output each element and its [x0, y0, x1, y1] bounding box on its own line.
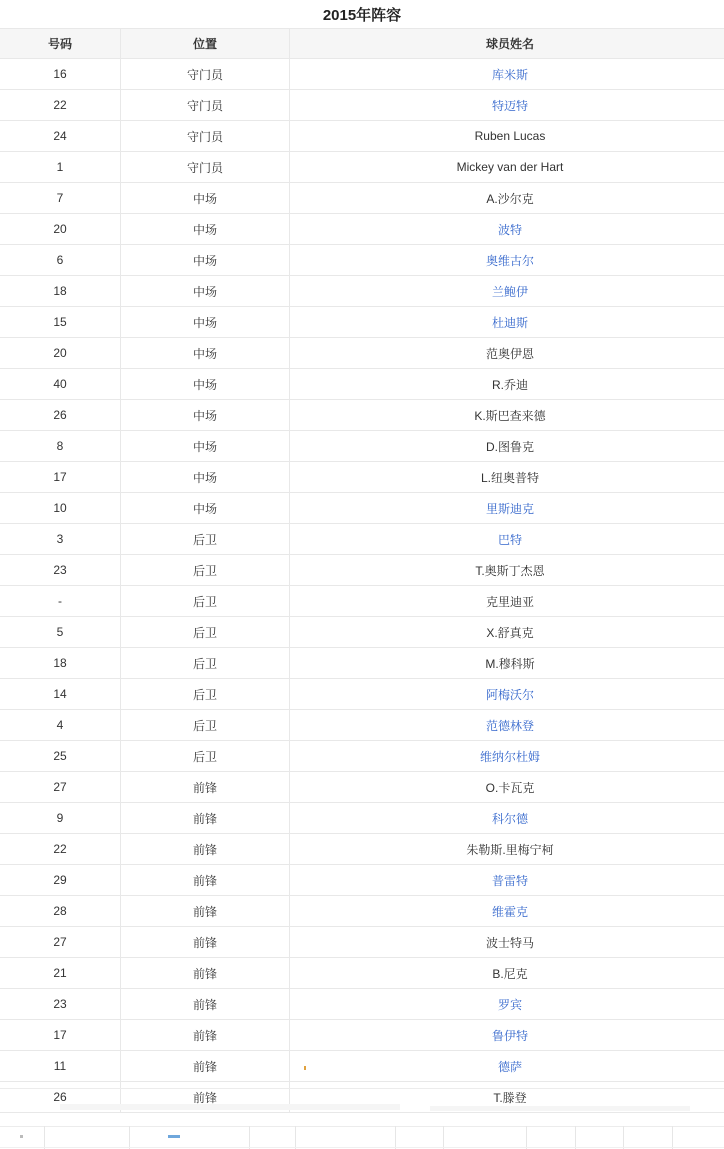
- player-position: 前锋: [121, 772, 290, 803]
- table-row: [0, 493, 724, 524]
- player-number: 28: [0, 896, 121, 927]
- player-name-cell: [290, 958, 724, 989]
- player-name: Mickey van der Hart: [456, 160, 564, 174]
- player-number: 1: [0, 152, 121, 183]
- player-name: R.乔迪: [491, 377, 528, 392]
- table-row: [0, 338, 724, 369]
- column-header-number: 号码: [0, 29, 121, 59]
- table-row: [0, 648, 724, 679]
- player-link[interactable]: 维纳尔杜姆: [479, 749, 540, 764]
- table-row: [0, 927, 724, 958]
- player-link[interactable]: 德萨: [497, 1059, 522, 1074]
- player-number: 26: [0, 1082, 121, 1113]
- player-position: 中场: [121, 214, 290, 245]
- player-position: 中场: [121, 431, 290, 462]
- player-name-cell: [290, 586, 724, 617]
- player-number: 16: [0, 59, 121, 90]
- player-number: 8: [0, 431, 121, 462]
- player-number: 21: [0, 958, 121, 989]
- table-row: [0, 803, 724, 834]
- table-row: [0, 183, 724, 214]
- player-link[interactable]: 阿梅沃尔: [485, 687, 534, 702]
- player-name-cell: [290, 90, 724, 121]
- player-link[interactable]: 鲁伊特: [491, 1028, 528, 1043]
- player-position: 守门员: [121, 121, 290, 152]
- player-number: 3: [0, 524, 121, 555]
- table-row: [0, 586, 724, 617]
- table-row: [0, 276, 724, 307]
- player-position: 前锋: [121, 1082, 290, 1113]
- player-number: 18: [0, 276, 121, 307]
- player-link[interactable]: 罗宾: [497, 997, 522, 1012]
- table-row: [0, 462, 724, 493]
- player-position: 后卫: [121, 710, 290, 741]
- player-link[interactable]: 奥维古尔: [485, 253, 534, 268]
- artifact-dash: [168, 1135, 180, 1138]
- artifact-tick: [129, 1126, 130, 1149]
- player-link[interactable]: 兰鲍伊: [491, 284, 528, 299]
- roster-header: [0, 29, 724, 59]
- player-name: T.奥斯丁杰恩: [475, 563, 545, 578]
- player-number: 27: [0, 772, 121, 803]
- player-number: 17: [0, 462, 121, 493]
- player-name: B.尼克: [492, 966, 528, 981]
- player-number: -: [0, 586, 121, 617]
- player-name-cell: [290, 1020, 724, 1051]
- player-position: 前锋: [121, 834, 290, 865]
- player-name: Ruben Lucas: [474, 129, 546, 143]
- artifact-tick: [623, 1126, 624, 1149]
- roster-table: [0, 28, 724, 1113]
- player-number: 15: [0, 307, 121, 338]
- player-number: 23: [0, 555, 121, 586]
- player-position: 后卫: [121, 555, 290, 586]
- player-name-cell: [290, 803, 724, 834]
- player-number: 22: [0, 834, 121, 865]
- player-number: 18: [0, 648, 121, 679]
- table-row: [0, 1020, 724, 1051]
- player-name-cell: [290, 648, 724, 679]
- player-name-cell: [290, 989, 724, 1020]
- player-position: 中场: [121, 493, 290, 524]
- table-row: [0, 400, 724, 431]
- artifact-tick: [44, 1126, 45, 1149]
- player-position: 中场: [121, 245, 290, 276]
- table-row: [0, 1051, 724, 1082]
- player-position: 前锋: [121, 865, 290, 896]
- player-position: 后卫: [121, 617, 290, 648]
- table-row: [0, 214, 724, 245]
- artifact-line: [0, 1147, 724, 1148]
- player-name-cell: [290, 896, 724, 927]
- table-row: [0, 989, 724, 1020]
- player-position: 后卫: [121, 586, 290, 617]
- table-row: [0, 152, 724, 183]
- artifact-tick: [395, 1126, 396, 1149]
- page-title: 2015年阵容: [322, 6, 402, 24]
- player-link[interactable]: 巴特: [497, 532, 522, 547]
- player-name-cell: [290, 772, 724, 803]
- player-link[interactable]: 科尔德: [491, 811, 528, 826]
- player-link[interactable]: 特迈特: [491, 98, 528, 113]
- player-name-cell: [290, 214, 724, 245]
- player-link[interactable]: 里斯迪克: [485, 501, 534, 516]
- player-name-cell: [290, 1082, 724, 1113]
- table-row: [0, 772, 724, 803]
- header-row: [0, 29, 724, 59]
- table-row: [0, 121, 724, 152]
- player-number: 17: [0, 1020, 121, 1051]
- player-number: 5: [0, 617, 121, 648]
- player-position: 中场: [121, 400, 290, 431]
- player-name: A.沙尔克: [486, 191, 534, 206]
- player-number: 10: [0, 493, 121, 524]
- player-position: 前锋: [121, 989, 290, 1020]
- player-name-cell: [290, 865, 724, 896]
- player-link[interactable]: 波特: [497, 222, 522, 237]
- player-position: 前锋: [121, 1020, 290, 1051]
- player-position: 后卫: [121, 679, 290, 710]
- table-row: [0, 524, 724, 555]
- player-position: 前锋: [121, 1051, 290, 1082]
- player-name-cell: [290, 555, 724, 586]
- player-number: 23: [0, 989, 121, 1020]
- player-name-cell: [290, 307, 724, 338]
- player-name-cell: [290, 679, 724, 710]
- player-name-cell: [290, 59, 724, 90]
- player-position: 中场: [121, 338, 290, 369]
- player-name-cell: [290, 927, 724, 958]
- player-position: 前锋: [121, 958, 290, 989]
- player-name: K.斯巴查来德: [474, 408, 546, 423]
- player-number: 26: [0, 400, 121, 431]
- player-number: 14: [0, 679, 121, 710]
- player-position: 后卫: [121, 741, 290, 772]
- player-number: 7: [0, 183, 121, 214]
- artifact-line: [0, 1126, 724, 1127]
- player-name-cell: [290, 617, 724, 648]
- player-number: 29: [0, 865, 121, 896]
- table-row: [0, 245, 724, 276]
- table-row: [0, 59, 724, 90]
- player-name: 朱勒斯.里梅宁柯: [466, 842, 554, 857]
- player-name-cell: [290, 276, 724, 307]
- table-row: [0, 896, 724, 927]
- table-row: [0, 834, 724, 865]
- player-name-cell: [290, 338, 724, 369]
- player-position: 后卫: [121, 524, 290, 555]
- player-link[interactable]: 普雷特: [491, 873, 528, 888]
- player-name-cell: [290, 741, 724, 772]
- player-name: X.舒真克: [486, 625, 534, 640]
- player-number: 20: [0, 214, 121, 245]
- player-position: 中场: [121, 462, 290, 493]
- player-position: 守门员: [121, 90, 290, 121]
- player-number: 40: [0, 369, 121, 400]
- player-number: 6: [0, 245, 121, 276]
- player-name-cell: [290, 462, 724, 493]
- player-link[interactable]: 库米斯: [491, 67, 528, 82]
- artifact-dot: [20, 1135, 23, 1138]
- player-name-cell: [290, 152, 724, 183]
- table-row: [0, 617, 724, 648]
- artifact-tick: [575, 1126, 576, 1149]
- player-name: L.纽奥普特: [480, 470, 539, 485]
- player-number: 4: [0, 710, 121, 741]
- artifact-tick: [526, 1126, 527, 1149]
- table-row: [0, 865, 724, 896]
- player-name-cell: [290, 245, 724, 276]
- player-name-cell: [290, 121, 724, 152]
- player-position: 中场: [121, 307, 290, 338]
- player-position: 前锋: [121, 927, 290, 958]
- column-header-position: 位置: [121, 29, 290, 59]
- player-name-cell: [290, 400, 724, 431]
- player-name: M.穆科斯: [485, 656, 535, 671]
- player-number: 9: [0, 803, 121, 834]
- artifact-tick: [672, 1126, 673, 1149]
- player-position: 中场: [121, 369, 290, 400]
- player-name: 克里迪亚: [485, 594, 534, 609]
- player-link[interactable]: 维霍克: [491, 904, 528, 919]
- artifact-tick: [295, 1126, 296, 1149]
- player-link[interactable]: 杜迪斯: [491, 315, 528, 330]
- player-number: 27: [0, 927, 121, 958]
- player-number: 25: [0, 741, 121, 772]
- table-row: [0, 1082, 724, 1113]
- roster-tbody: [0, 59, 724, 1113]
- table-row: [0, 307, 724, 338]
- player-name-cell: [290, 183, 724, 214]
- table-row: [0, 431, 724, 462]
- player-position: 后卫: [121, 648, 290, 679]
- player-name: T.滕登: [493, 1090, 527, 1105]
- artifact-tick: [443, 1126, 444, 1149]
- player-name: 范奥伊恩: [485, 346, 534, 361]
- player-number: 11: [0, 1051, 121, 1082]
- player-position: 中场: [121, 276, 290, 307]
- player-number: 24: [0, 121, 121, 152]
- player-name: D.图鲁克: [485, 439, 534, 454]
- player-link[interactable]: 范德林登: [485, 718, 534, 733]
- player-name: O.卡瓦克: [485, 780, 535, 795]
- player-name-cell: [290, 1051, 724, 1082]
- table-row: [0, 710, 724, 741]
- table-row: [0, 369, 724, 400]
- player-name-cell: [290, 369, 724, 400]
- player-position: 前锋: [121, 896, 290, 927]
- player-position: 守门员: [121, 59, 290, 90]
- table-row: [0, 958, 724, 989]
- table-row: [0, 90, 724, 121]
- player-name-cell: [290, 834, 724, 865]
- player-number: 22: [0, 90, 121, 121]
- player-name: 波士特马: [485, 935, 534, 950]
- player-name-cell: [290, 710, 724, 741]
- player-number: 20: [0, 338, 121, 369]
- player-name-cell: [290, 524, 724, 555]
- table-row: [0, 741, 724, 772]
- player-position: 守门员: [121, 152, 290, 183]
- column-header-name: 球员姓名: [290, 29, 724, 59]
- player-name-cell: [290, 431, 724, 462]
- player-position: 前锋: [121, 803, 290, 834]
- table-row: [0, 679, 724, 710]
- table-row: [0, 555, 724, 586]
- player-position: 中场: [121, 183, 290, 214]
- player-name-cell: [290, 493, 724, 524]
- artifact-tick: [249, 1126, 250, 1149]
